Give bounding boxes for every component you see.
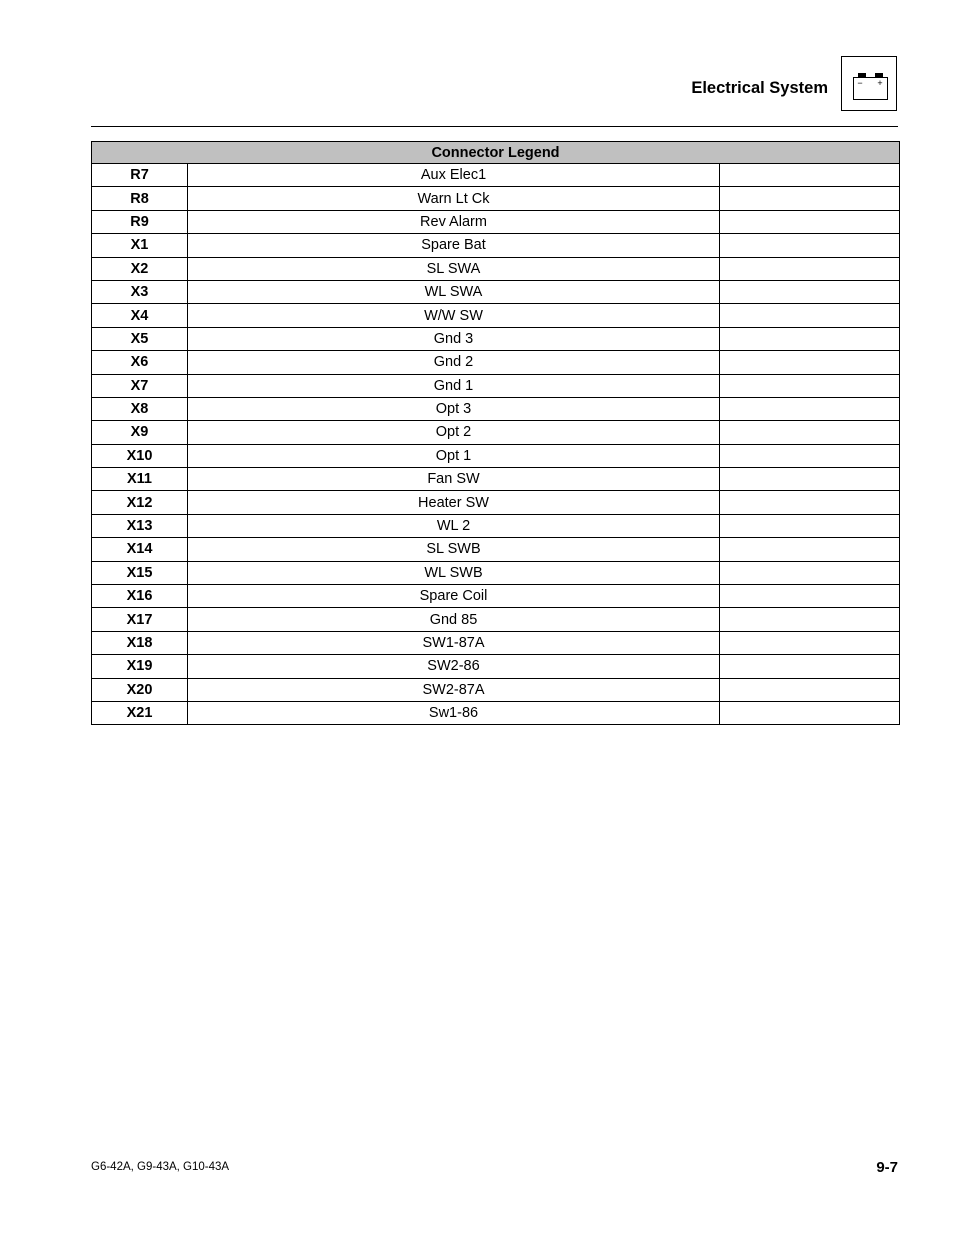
connector-extra [720, 187, 900, 210]
table-row [92, 234, 900, 257]
connector-extra [720, 210, 900, 233]
connector-code: X10 [92, 444, 188, 467]
battery-minus-glyph: − [857, 78, 863, 88]
connector-extra [720, 164, 900, 187]
page-number: 9-7 [876, 1159, 898, 1176]
table-row [92, 210, 900, 233]
table-row [92, 678, 900, 701]
connector-code: X6 [92, 351, 188, 374]
table-row [92, 327, 900, 350]
connector-extra [720, 257, 900, 280]
table-row [92, 538, 900, 561]
table-title: Connector Legend [92, 142, 900, 164]
table-row [92, 187, 900, 210]
connector-name: SW2-87A [188, 678, 720, 701]
connector-code: X9 [92, 421, 188, 444]
connector-name: Spare Coil [188, 585, 720, 608]
connector-extra [720, 585, 900, 608]
connector-code: X5 [92, 327, 188, 350]
connector-name: Fan SW [188, 468, 720, 491]
connector-name: WL SWA [188, 280, 720, 303]
connector-code: X20 [92, 678, 188, 701]
connector-extra [720, 397, 900, 420]
footer-models: G6-42A, G9-43A, G10-43A [91, 1161, 230, 1173]
battery-plus-glyph: + [877, 78, 883, 88]
connector-name: Opt 1 [188, 444, 720, 467]
page-section-title: Electrical System [691, 79, 828, 97]
connector-extra [720, 468, 900, 491]
table-row [92, 374, 900, 397]
connector-code: X17 [92, 608, 188, 631]
connector-name: SL SWA [188, 257, 720, 280]
table-row [92, 444, 900, 467]
table-row [92, 514, 900, 537]
table-row [92, 491, 900, 514]
connector-extra [720, 421, 900, 444]
table-row [92, 351, 900, 374]
connector-extra [720, 514, 900, 537]
header-divider [91, 126, 898, 127]
connector-extra [720, 491, 900, 514]
table-row [92, 561, 900, 584]
table-row [92, 655, 900, 678]
connector-code: X12 [92, 491, 188, 514]
connector-name: Gnd 3 [188, 327, 720, 350]
table-body [92, 164, 900, 725]
connector-extra [720, 655, 900, 678]
connector-code: R9 [92, 210, 188, 233]
table-row [92, 164, 900, 187]
connector-extra [720, 304, 900, 327]
connector-code: X11 [92, 468, 188, 491]
table-row [92, 585, 900, 608]
connector-code: X7 [92, 374, 188, 397]
connector-code: R8 [92, 187, 188, 210]
table-row [92, 421, 900, 444]
connector-extra [720, 631, 900, 654]
connector-code: R7 [92, 164, 188, 187]
table-row [92, 608, 900, 631]
connector-name: Opt 3 [188, 397, 720, 420]
table-row [92, 304, 900, 327]
connector-name: Gnd 2 [188, 351, 720, 374]
connector-name: SW1-87A [188, 631, 720, 654]
connector-extra [720, 701, 900, 724]
connector-extra [720, 374, 900, 397]
connector-extra [720, 678, 900, 701]
connector-code: X2 [92, 257, 188, 280]
battery-icon [841, 56, 897, 111]
connector-name: Spare Bat [188, 234, 720, 257]
connector-code: X16 [92, 585, 188, 608]
connector-extra [720, 608, 900, 631]
connector-extra [720, 351, 900, 374]
table-row [92, 397, 900, 420]
connector-name: Rev Alarm [188, 210, 720, 233]
connector-code: X13 [92, 514, 188, 537]
connector-name: Warn Lt Ck [188, 187, 720, 210]
connector-name: Opt 2 [188, 421, 720, 444]
connector-legend-table [91, 141, 900, 725]
table-row [92, 257, 900, 280]
connector-code: X3 [92, 280, 188, 303]
connector-name: Gnd 85 [188, 608, 720, 631]
connector-name: WL 2 [188, 514, 720, 537]
connector-name: SW2-86 [188, 655, 720, 678]
connector-extra [720, 327, 900, 350]
connector-code: X18 [92, 631, 188, 654]
connector-code: X21 [92, 701, 188, 724]
connector-code: X19 [92, 655, 188, 678]
connector-name: Gnd 1 [188, 374, 720, 397]
table-row [92, 701, 900, 724]
connector-extra [720, 280, 900, 303]
connector-name: W/W SW [188, 304, 720, 327]
connector-name: SL SWB [188, 538, 720, 561]
connector-extra [720, 234, 900, 257]
connector-code: X4 [92, 304, 188, 327]
connector-code: X8 [92, 397, 188, 420]
table-row [92, 468, 900, 491]
connector-code: X1 [92, 234, 188, 257]
table-row [92, 280, 900, 303]
connector-name: WL SWB [188, 561, 720, 584]
connector-extra [720, 561, 900, 584]
connector-extra [720, 538, 900, 561]
connector-extra [720, 444, 900, 467]
connector-code: X15 [92, 561, 188, 584]
connector-name: Aux Elec1 [188, 164, 720, 187]
table-row [92, 631, 900, 654]
connector-code: X14 [92, 538, 188, 561]
connector-name: Sw1-86 [188, 701, 720, 724]
connector-name: Heater SW [188, 491, 720, 514]
